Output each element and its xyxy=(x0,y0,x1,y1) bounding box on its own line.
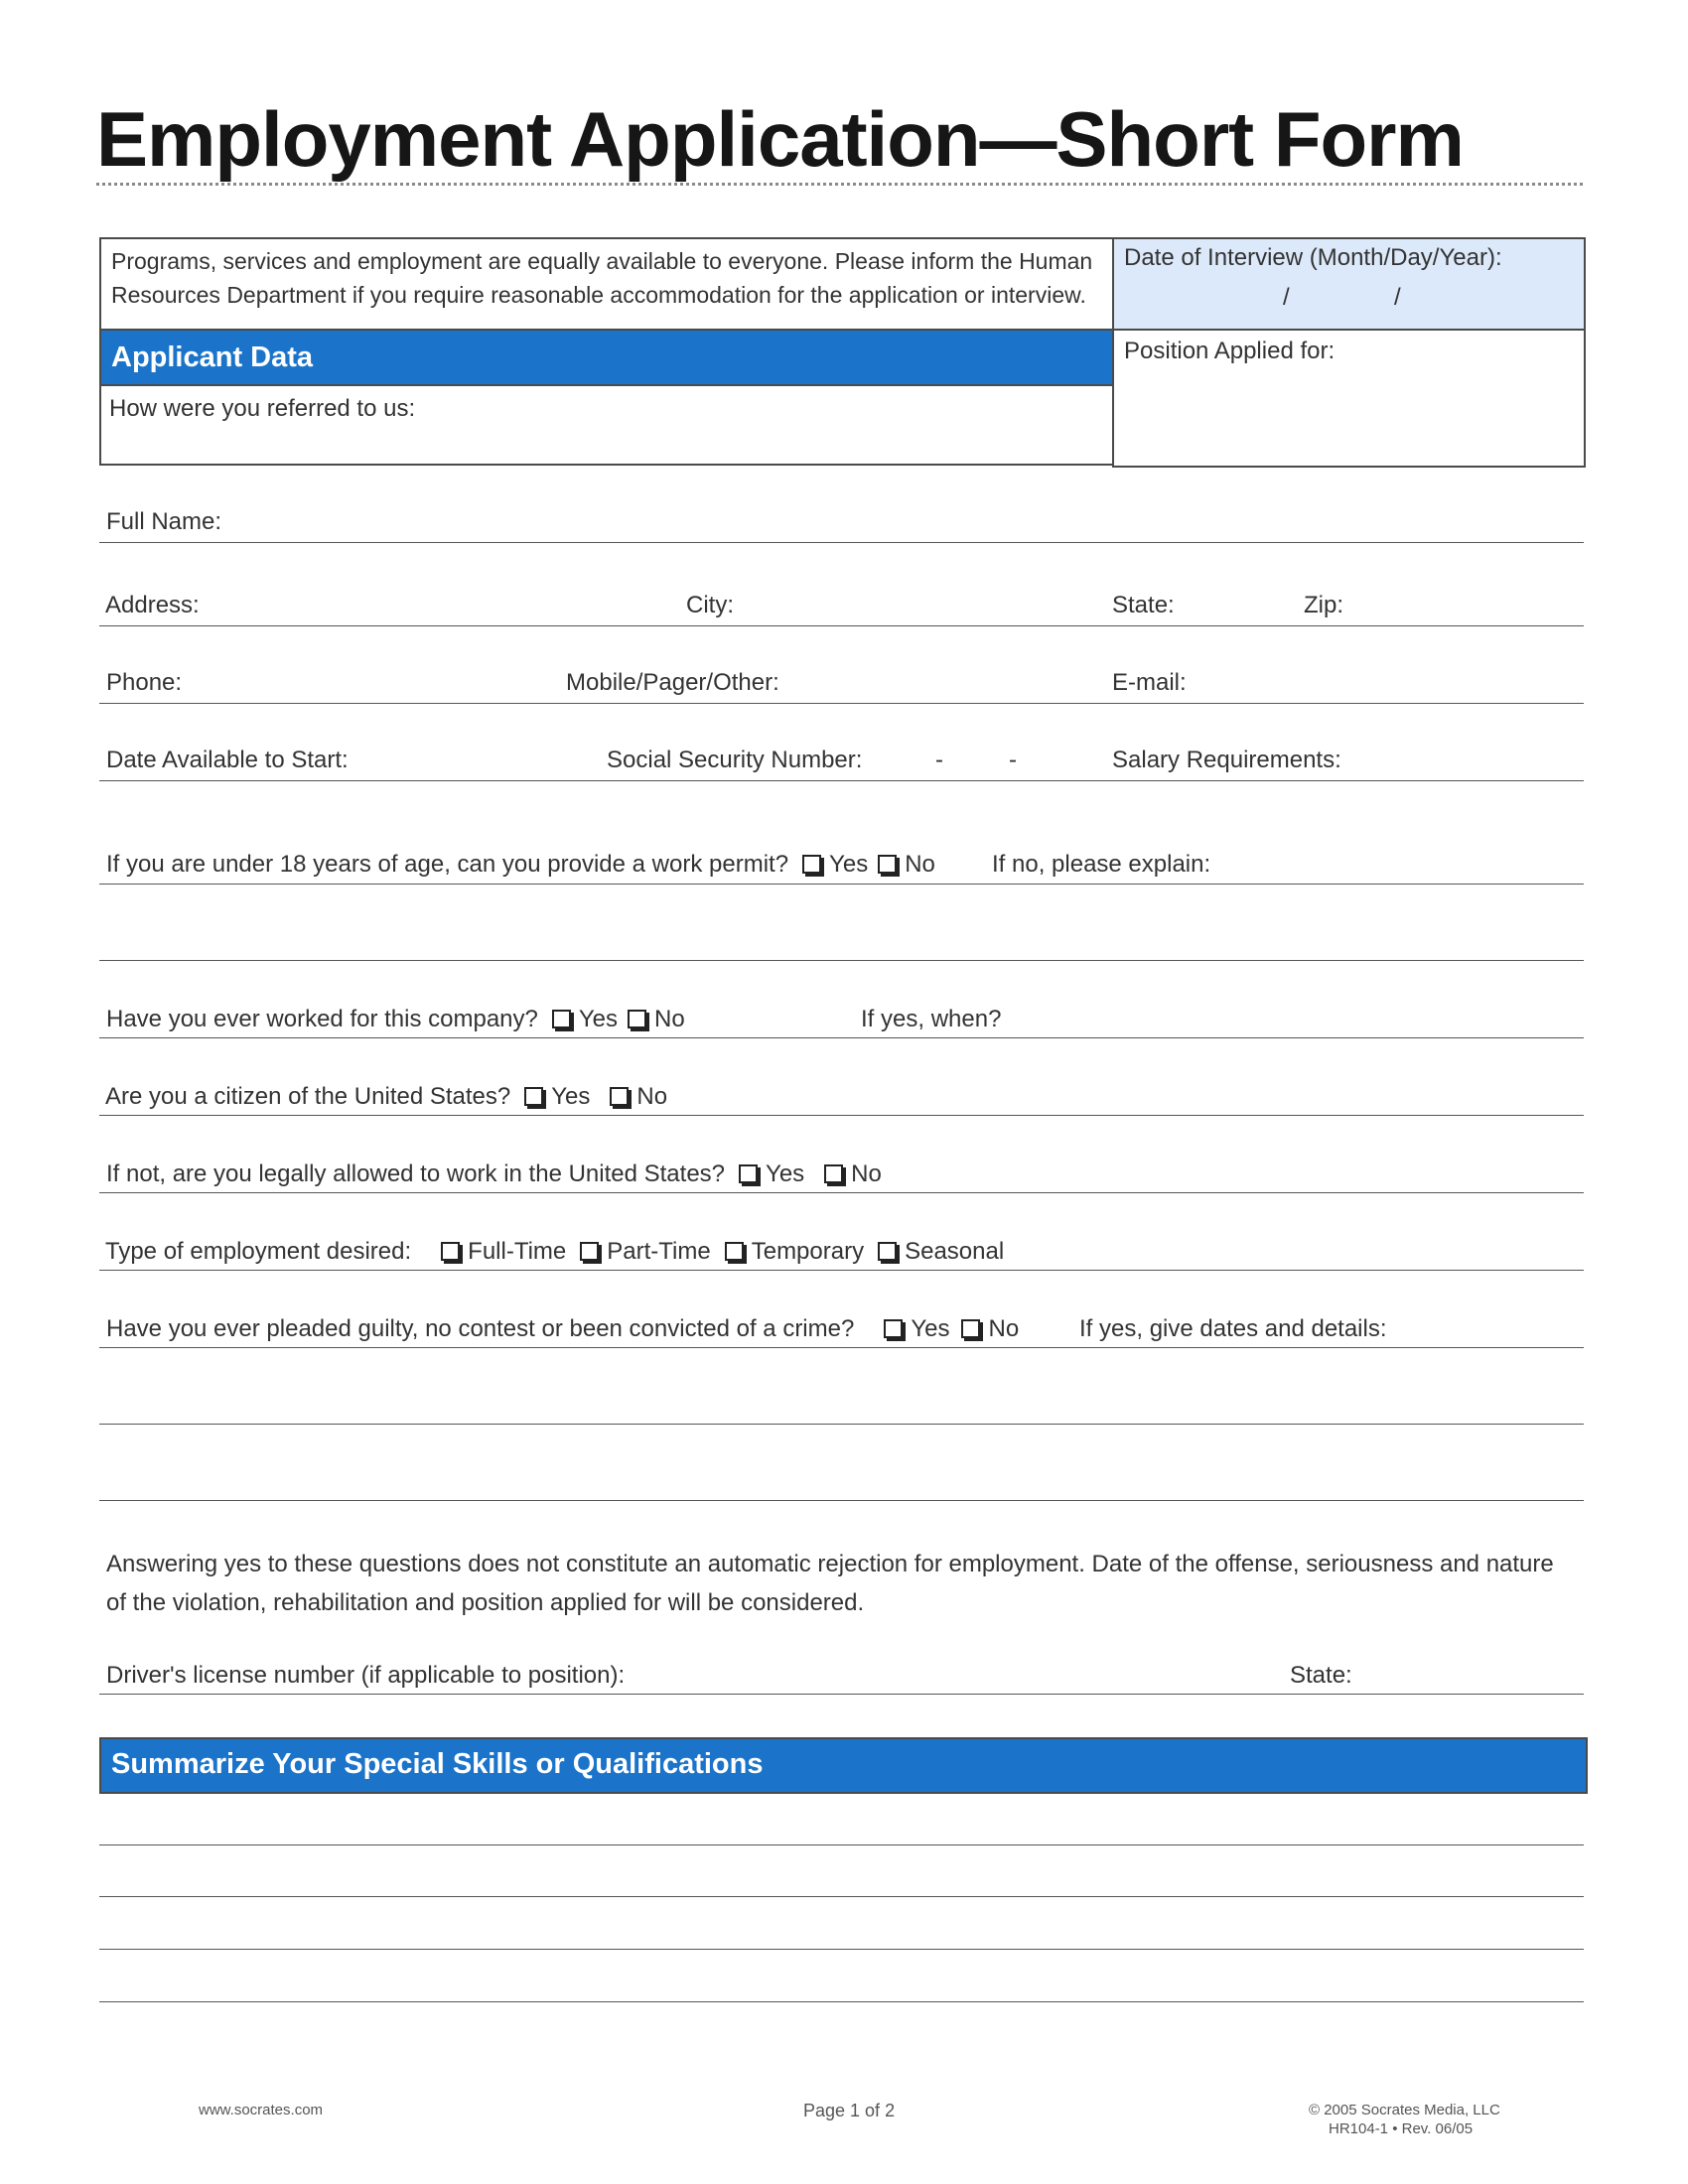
worked-before-no-checkbox[interactable] xyxy=(628,1010,646,1028)
address-label: Address: xyxy=(105,592,200,618)
skills-line[interactable] xyxy=(99,2001,1584,2002)
seasonal-checkbox[interactable] xyxy=(878,1242,897,1261)
full-time-label: Full-Time xyxy=(468,1238,567,1265)
legally-allowed-row-line xyxy=(99,1192,1584,1193)
legally-allowed-text: If not, are you legally allowed to work in the United States? xyxy=(106,1160,726,1187)
no-label: No xyxy=(905,851,935,878)
crime-details-label: If yes, give dates and details: xyxy=(1079,1315,1387,1342)
no-label: No xyxy=(636,1083,668,1110)
no-label: No xyxy=(851,1160,882,1187)
yes-label: Yes xyxy=(829,851,869,878)
footer-website: www.socrates.com xyxy=(199,2102,324,2118)
footer-form-code: HR104-1 • Rev. 06/05 xyxy=(1329,2120,1474,2137)
skills-line[interactable] xyxy=(99,1949,1584,1950)
part-time-label: Part-Time xyxy=(607,1238,711,1265)
citizen-no-checkbox[interactable] xyxy=(610,1087,629,1106)
footer-copyright: © 2005 Socrates Media, LLC xyxy=(1309,2102,1500,2118)
citizen-row-line xyxy=(99,1115,1584,1116)
phone-field[interactable] xyxy=(99,703,1584,704)
employment-type-text: Type of employment desired: xyxy=(105,1238,412,1265)
yes-label: Yes xyxy=(911,1315,950,1342)
email-label: E-mail: xyxy=(1112,669,1187,696)
work-permit-explain-field[interactable] xyxy=(99,884,1584,885)
yes-label: Yes xyxy=(578,1006,619,1032)
citizen-yes-checkbox[interactable] xyxy=(524,1087,543,1106)
full-name-label: Full Name: xyxy=(106,508,222,535)
city-label: City: xyxy=(686,592,734,618)
yes-label: Yes xyxy=(551,1083,591,1110)
ssn-label: Social Security Number: xyxy=(607,747,863,773)
legally-allowed-no-checkbox[interactable] xyxy=(824,1164,843,1183)
date-available-label: Date Available to Start: xyxy=(106,747,349,773)
worked-before-yes-checkbox[interactable] xyxy=(552,1010,571,1028)
page-title: Employment Application—Short Form xyxy=(96,95,1464,183)
state-label: State: xyxy=(1112,592,1175,618)
footer-page-number: Page 1 of 2 xyxy=(803,2101,896,2120)
full-name-field[interactable] xyxy=(99,542,1584,543)
work-permit-yes-checkbox[interactable] xyxy=(802,855,821,874)
no-label: No xyxy=(988,1315,1020,1342)
temporary-checkbox[interactable] xyxy=(725,1242,744,1261)
drivers-license-state-label: State: xyxy=(1290,1662,1352,1689)
work-permit-text: If you are under 18 years of age, can you provide a work permit? xyxy=(106,851,789,878)
crime-text: Have you ever pleaded guilty, no contest or been convicted of a crime? xyxy=(106,1315,855,1342)
applicant-data-title: Applicant Data xyxy=(111,341,314,373)
part-time-checkbox[interactable] xyxy=(580,1242,599,1261)
worked-before-question xyxy=(106,1006,685,1033)
legally-allowed-yes-checkbox[interactable] xyxy=(739,1164,758,1183)
employment-type-row-line xyxy=(99,1270,1584,1271)
worked-before-text: Have you ever worked for this company? xyxy=(106,1006,538,1032)
ssn-dash: - xyxy=(1009,747,1017,773)
mobile-label: Mobile/Pager/Other: xyxy=(566,669,779,696)
work-permit-explain-label: If no, please explain: xyxy=(992,851,1211,878)
referral-label: How were you referred to us: xyxy=(109,395,416,422)
crime-question xyxy=(106,1315,1019,1343)
crime-details-field[interactable] xyxy=(99,1347,1584,1348)
worked-before-when-label: If yes, when? xyxy=(861,1006,1002,1032)
crime-details-field-2[interactable] xyxy=(99,1424,1584,1425)
employment-type-question xyxy=(105,1238,1004,1266)
work-permit-question xyxy=(106,851,935,879)
accommodation-notice: Programs, services and employment are equally available to everyone. Please inform the Human Resources Department if you require reasonable accommodation for the application or interview. xyxy=(111,248,1093,308)
skills-line[interactable] xyxy=(99,1844,1584,1845)
phone-label: Phone: xyxy=(106,669,183,696)
position-applied-label: Position Applied for: xyxy=(1124,338,1336,364)
full-time-checkbox[interactable] xyxy=(441,1242,460,1261)
interview-date-slash: / xyxy=(1394,284,1401,311)
crime-yes-checkbox[interactable] xyxy=(884,1319,903,1338)
citizen-text: Are you a citizen of the United States? xyxy=(105,1083,511,1110)
address-field[interactable] xyxy=(99,625,1584,626)
citizen-question xyxy=(105,1083,667,1111)
crime-details-field-3[interactable] xyxy=(99,1500,1584,1501)
crime-disclaimer: Answering yes to these questions does not constitute an automatic rejection for employment. Date of the offense, seriousness and nature of the violation, rehabilitation and position applied for will be considered. xyxy=(106,1551,1554,1616)
skills-title: Summarize Your Special Skills or Qualifications xyxy=(111,1748,764,1780)
seasonal-label: Seasonal xyxy=(905,1238,1005,1265)
work-permit-explain-field-2[interactable] xyxy=(99,960,1584,961)
temporary-label: Temporary xyxy=(751,1238,865,1265)
crime-no-checkbox[interactable] xyxy=(961,1319,980,1338)
salary-label: Salary Requirements: xyxy=(1112,747,1341,773)
date-available-field[interactable] xyxy=(99,780,1584,781)
drivers-license-field[interactable] xyxy=(99,1694,1584,1695)
zip-label: Zip: xyxy=(1304,592,1344,618)
worked-before-when-field[interactable] xyxy=(99,1037,1584,1038)
yes-label: Yes xyxy=(766,1160,805,1187)
no-label: No xyxy=(654,1006,685,1032)
work-permit-no-checkbox[interactable] xyxy=(878,855,897,874)
skills-line[interactable] xyxy=(99,1896,1584,1897)
interview-date-label: Date of Interview (Month/Day/Year): xyxy=(1124,244,1502,271)
interview-date-slash: / xyxy=(1283,284,1290,311)
legally-allowed-question xyxy=(106,1160,882,1188)
drivers-license-label: Driver's license number (if applicable to position): xyxy=(106,1662,626,1689)
ssn-dash: - xyxy=(935,747,943,773)
title-divider xyxy=(96,183,1583,186)
